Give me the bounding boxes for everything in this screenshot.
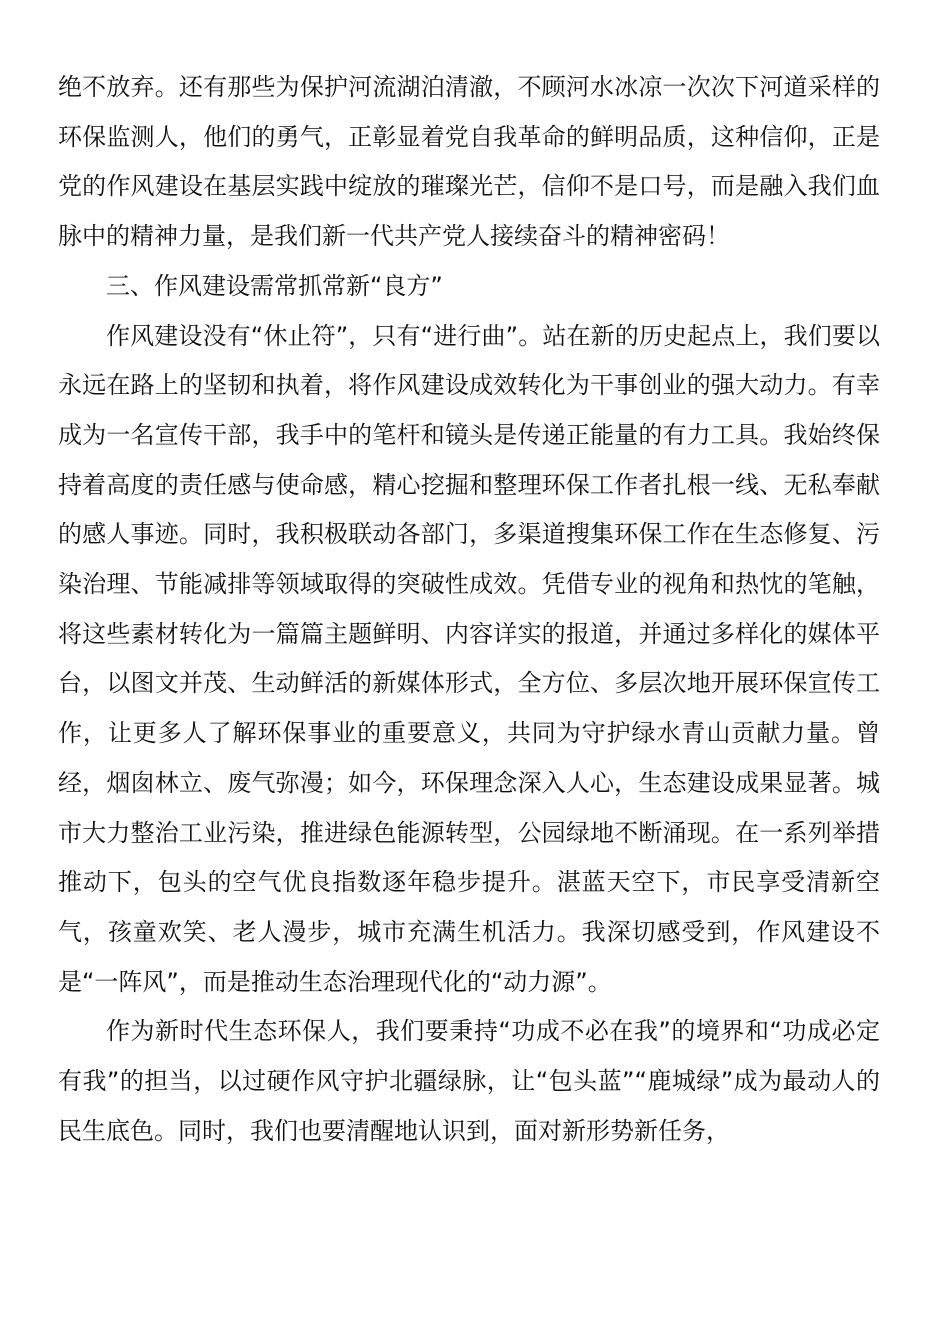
document-page bbox=[58, 63, 880, 1156]
section-heading: 三、作风建设需常抓常新“良方” bbox=[106, 271, 443, 300]
continued-paragraph: 绝不放弃。还有那些为保护河流湖泊清澈，不顾河水冰凉一次次下河道采样的环保监测人，他们的勇气，正彰显着党自我革命的鲜明品质，这种信仰，正是党的作风建设在基层实践中绽放的璀璨光芒，信仰不是口号，而是融入我们血脉中的精神力量，是我们新一代共产党人接续奋斗的精神密码！ bbox=[58, 73, 880, 251]
body-paragraph: 作为新时代生态环保人，我们要秉持“功成不必在我”的境界和“功成必定有我”的担当，以过硬作风守护北疆绿脉，让“包头蓝”“鹿城绿”成为最动人的民生底色。同时，我们也要清醒地认识到，面对新形势新任务， bbox=[58, 1017, 880, 1145]
body-paragraph: 作风建设没有“休止符”，只有“进行曲”。站在新的历史起点上，我们要以永远在路上的坚韧和执着，将作风建设成效转化为干事创业的强大动力。有幸成为一名宣传干部，我手中的笔杆和镜头是传递正能量的有力工具。我始终保持着高度的责任感与使命感，精心挖掘和整理环保工作者扎根一线、无私奉献的感人事迹。同时，我积极联动各部门，多渠道搜集环保工作在生态修复、污染治理、节能减排等领域取得的突破性成效。凭借专业的视角和热忱的笔触，将这些素材转化为一篇篇主题鲜明、内容详实的报道，并通过多样化的媒体平台，以图文并茂、生动鲜活的新媒体形式，全方位、多层次地开展环保宣传工作，让更多人了解环保事业的重要意义，共同为守护绿水青山贡献力量。曾经，烟囱林立、废气弥漫；如今，环保理念深入人心，生态建设成果显著。城市大力整治工业污染，推进绿色能源转型，公园绿地不断涌现。在一系列举措推动下，包头的空气优良指数逐年稳步提升。湛蓝天空下，市民享受清新空气，孩童欢笑、老人漫步，城市充满生机活力。我深切感受到，作风建设不是“一阵风”，而是推动生态治理现代化的“动力源”。 bbox=[58, 321, 880, 996]
